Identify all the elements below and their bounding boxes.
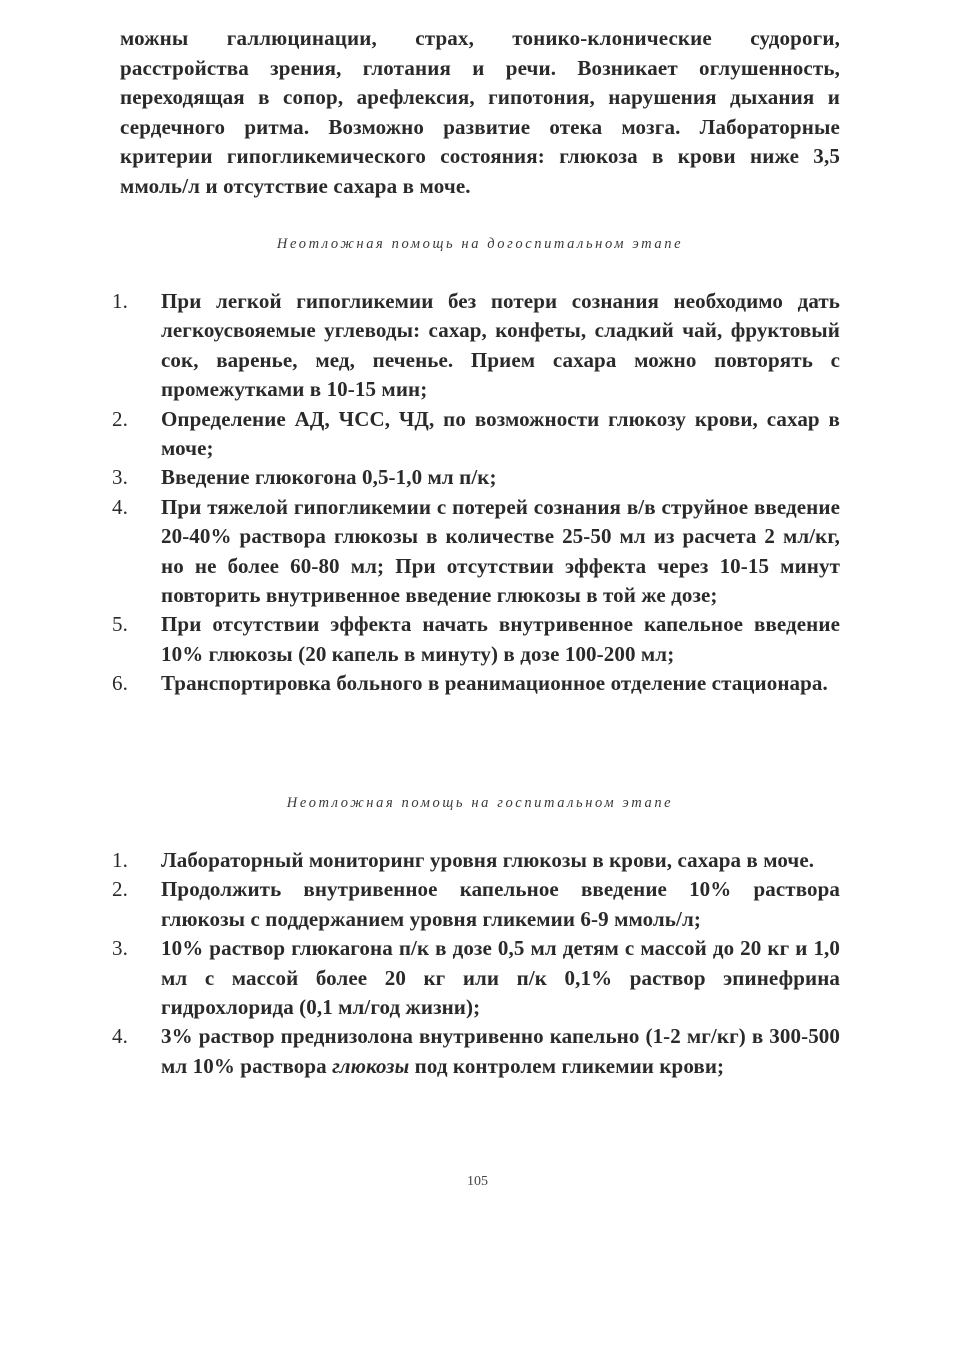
item-text-emphasis: глюкозы xyxy=(332,1053,410,1078)
list-item xyxy=(112,669,840,698)
item-number: 4. xyxy=(112,1024,128,1049)
item-text: Продолжить внутривенное капельное введение 10% раствора глюкозы с поддержанием уровня гликемии 6-9 ммоль/л; xyxy=(161,877,840,931)
item-number: 4. xyxy=(112,494,128,519)
item-text: Введение глюкогона 0,5-1,0 мл п/к; xyxy=(161,465,497,490)
section-heading-hospital: Неотложная помощь на госпитальном этапе xyxy=(286,795,674,811)
item-text-after: под контролем гликемии крови; xyxy=(414,1053,725,1078)
item-number: 2. xyxy=(112,406,128,431)
item-text: Транспортировка больного в реанимационное отделение стационара. xyxy=(161,671,828,696)
item-text-before: 3% раствор преднизолона внутривенно капельно (1-2 мг/кг) в 300-500 мл 10% раствора xyxy=(161,1024,840,1078)
list-item xyxy=(112,846,840,875)
item-number: 1. xyxy=(112,289,128,313)
intro-paragraph: можны галлюцинации, страх, тонико-клонические судороги, расстройства зрения, глотания и речи. Возникает оглушенность, переходящая в сопор, арефлексия, гипотония, нарушения дыхания и сердечного ритма. Возможно развитие отека мозга. Лабораторные критерии гипогликемического состояния: глюкоза в крови ниже 3,5 ммоль/л и отсутствие сахара в моче. xyxy=(120,26,840,198)
section-heading-prehospital: Неотложная помощь на догоспитальном этапе xyxy=(276,236,684,252)
list-item xyxy=(112,934,840,1022)
item-text: При тяжелой гипогликемии с потерей сознания в/в струйное введение 20-40% раствора глюкозы в количестве 25-50 мл из расчета 2 мл/кг, но не более 60-80 мл; При отсутствии эффекта через 10-15 минут повторить внутривенное введение глюкозы в той же дозе; xyxy=(161,494,840,608)
item-number: 1. xyxy=(112,848,128,872)
list-item xyxy=(112,875,840,934)
item-number: 3. xyxy=(112,936,128,961)
hospital-steps-list xyxy=(112,846,840,1081)
item-number: 2. xyxy=(112,877,128,902)
list-item xyxy=(112,463,840,492)
list-item xyxy=(112,405,840,464)
item-text: Определение АД, ЧСС, ЧД, по возможности глюкозу крови, сахар в моче; xyxy=(161,406,840,461)
item-text: При отсутствии эффекта начать внутривенное капельное введение 10% глюкозы (20 капель в минуту) в дозе 100-200 мл; xyxy=(161,612,840,666)
list-item xyxy=(112,610,840,669)
item-number: 5. xyxy=(112,612,128,637)
item-number: 6. xyxy=(112,671,128,696)
list-item xyxy=(112,493,840,611)
page-number: 105 xyxy=(467,1174,488,1189)
item-text: При легкой гипогликемии без потери сознания необходимо дать легкоусвояемые углеводы: сахар, конфеты, сладкий чай, фруктовый сок, варенье, мед, печенье. Прием сахара можно повторять с промежутками в 10-15 мин; xyxy=(161,289,840,402)
item-text: 10% раствор глюкагона п/к в дозе 0,5 мл детям с массой до 20 кг и 1,0 мл с массой более 20 кг или п/к 0,1% раствор эпинефрина гидрохлорида (0,1 мл/год жизни); xyxy=(161,936,840,1020)
item-number: 3. xyxy=(112,465,128,490)
list-item xyxy=(112,1022,840,1081)
item-text: Лабораторный мониторинг уровня глюкозы в крови, сахара в моче. xyxy=(161,848,815,872)
list-item xyxy=(112,287,840,405)
prehospital-steps-list xyxy=(112,287,840,699)
